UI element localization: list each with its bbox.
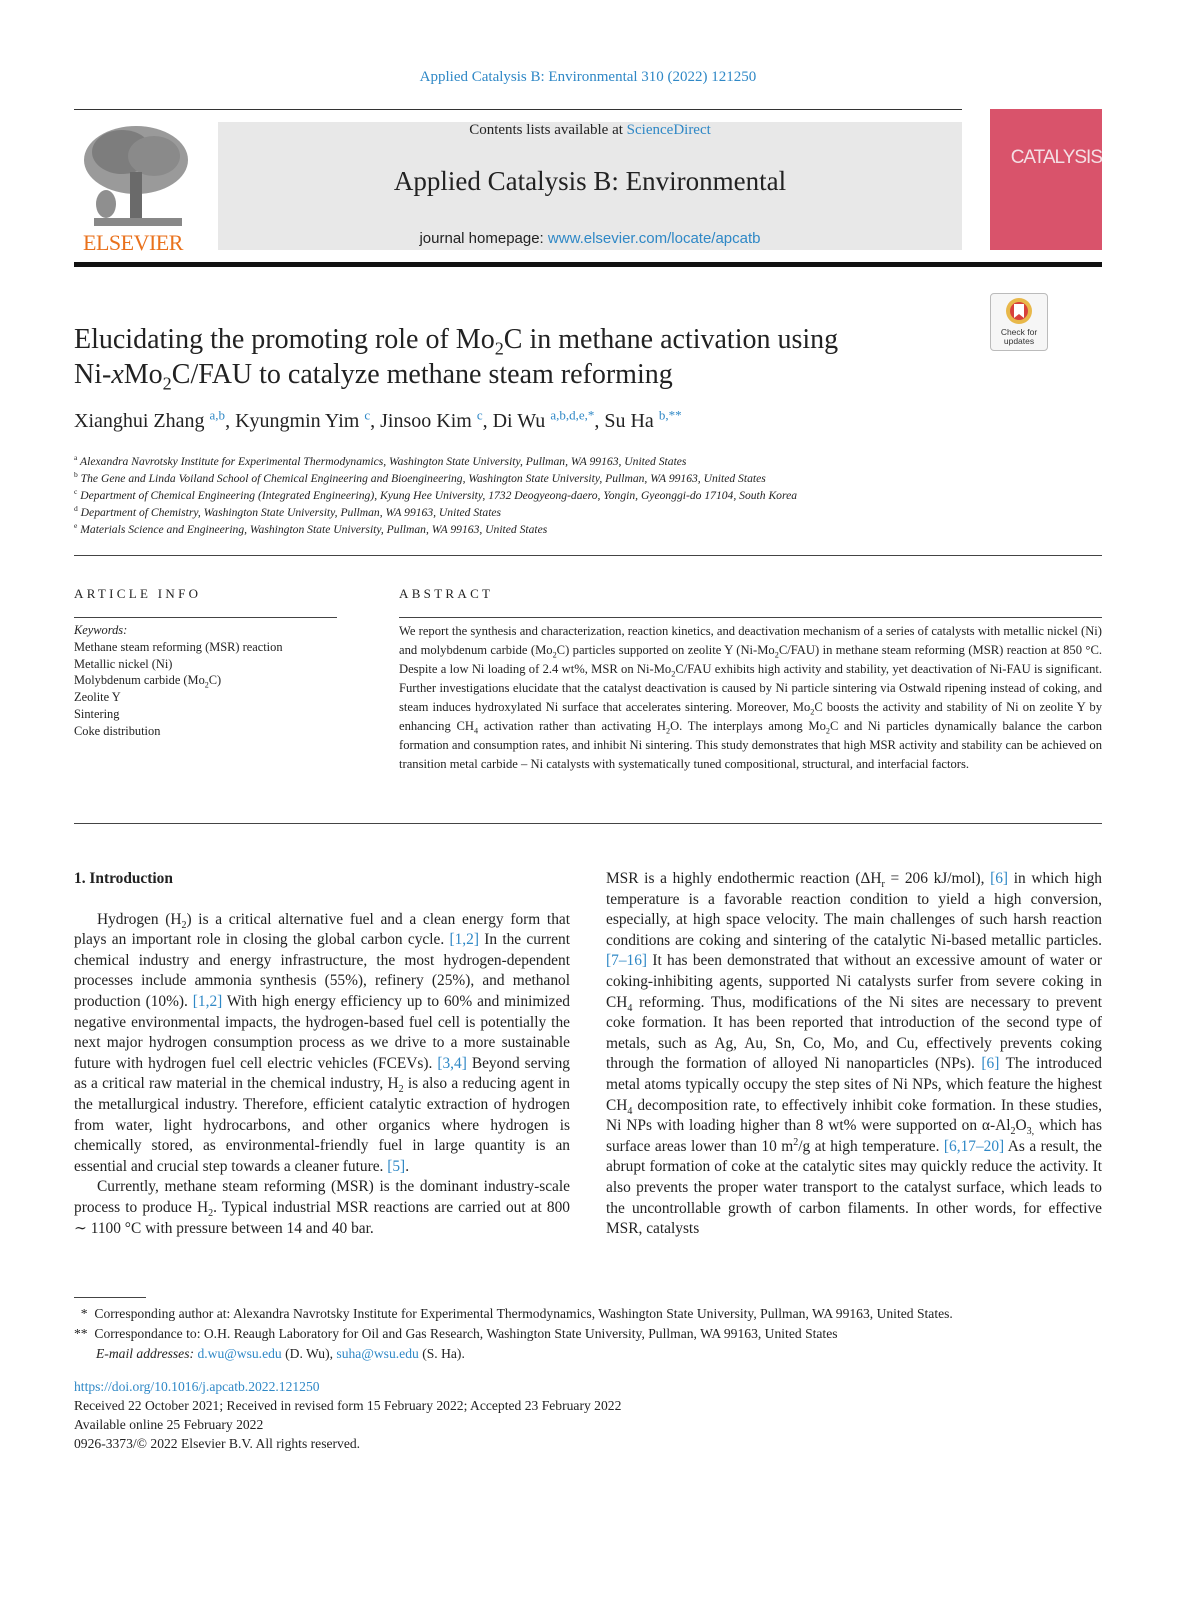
available-online: Available online 25 February 2022 <box>74 1417 264 1432</box>
keyword: Coke distribution <box>74 723 161 738</box>
affiliation: $^b$ The Gene and Linda Voiland School of Chemical Engineering and Bioengineering, Washington State University, Pullman, WA 99163, United States <box>74 470 766 485</box>
citation-link[interactable]: [6,17–20] <box>943 1137 1005 1155</box>
elsevier-logo <box>74 122 192 254</box>
copyright: 0926-3373/© 2022 Elsevier B.V. All rights reserved. <box>74 1436 361 1451</box>
journal-title: Applied Catalysis B: Environmental <box>393 166 787 196</box>
email-link[interactable]: d.wu@wsu.edu <box>197 1346 282 1361</box>
body-right-column <box>606 869 1102 1240</box>
homepage-line: journal homepage: www.elsevier.com/locate/apcatb <box>419 230 761 247</box>
keyword: Sintering <box>74 706 120 721</box>
received-dates: Received 22 October 2021; Received in revised form 15 February 2022; Accepted 23 February 2022 <box>74 1398 622 1413</box>
publisher-name: ELSEVIER <box>83 230 183 255</box>
sciencedirect-link[interactable]: ScienceDirect <box>626 122 711 138</box>
corresponding-author-note: * Corresponding author at: Alexandra Navrotsky Institute for Experimental Thermodynamics, Washington State University, Pullman, WA 99163, United States. <box>80 1306 953 1321</box>
publication-info <box>74 1377 874 1453</box>
author[interactable]: Kyungmin Yim $^c$ <box>235 407 371 432</box>
affiliation: $^d$ Department of Chemistry, Washington State University, Pullman, WA 99163, United States <box>74 504 502 519</box>
abstract-text: We report the synthesis and characterization, reaction kinetics, and deactivation mechanism of a series of catalysts with metallic nickel (Ni) and molybdenum carbide $(Mo_2C)$ particles supported on zeolite Y $(Ni-Mo_2C/FAU)$ in methane steam reforming (MSR) reaction at 850 °C. Despite a low Ni loading of 2.4 wt%, MSR on $Ni-Mo_2C$/FAU exhibits high activity and stability, yet deactivation of Ni-FAU is significant. Further investigations elucidate that the catalyst deactivation is caused by Ni particle sintering via Ostwald ripening instead of coking, and steam induces hydroxylated Ni surface that accelerates sintering. Moreover, $Mo_2C$ boosts the activity and stability of Ni on zeolite Y by enhancing $CH_4$ activation rather than activating $H_2O$. The interplays among $Mo_2C$ and Ni particles dynamically balance the carbon formation and consumption rates, and inhibit Ni sintering. This study demonstrates that high MSR activity and stability can be achieved on transition metal carbide – Ni catalysts with systematically tuned compositional, structural, and interfacial factors. <box>399 624 1103 771</box>
check-for-updates-badge[interactable]: Check for updates <box>990 293 1048 351</box>
keyword: Methane steam reforming (MSR) reaction <box>74 639 283 654</box>
article-title: Elucidating the promoting role of $Mo_2C$ in methane activation using Ni-xMo$_2$C/FAU to catalyze methane steam reforming <box>74 324 839 394</box>
paragraph: MSR is a highly endothermic reaction ($\Delta H_r = 206$ kJ/mol), [6] in which high temperature is a favorable reaction condition to yield a high conversion, especially, at high space velocity. The main challenges of such harsh reaction conditions are coking and sintering of the catalytic Ni-based metallic particles. [7–16] It has been demonstrated that without an excessive amount of water or coking-inhibiting agents, supported Ni catalysts surfer from severe coking in $CH_4$ reforming. Thus, modifications of the Ni sites are necessary to prevent coke formation. It has been reported that introduction of the second type of metals, such as Ag, Au, Sn, Co, Mo, and Cu, effectively prevents coking through the formation of alloyed Ni nanoparticles (NPs). [6] The introduced metal atoms typically occupy the step sites of Ni NPs, which feature the highest $CH_4$ decomposition rate, to effectively inhibit coke formation. In these studies, Ni NPs with loading higher than 8 wt% were supported on $\alpha-Al_2O_{3,}$ which has surface areas lower than 10 $m^2/g$ at high temperature. [6,17–20] As a result, the abrupt formation of coke at the catalytic sites may quickly reduce the activity. It also prevents the proper water transport to the catalyst surface, which leads to the uncontrollable growth of carbon filaments. In other words, for effective MSR, catalysts <box>606 870 1103 1238</box>
citation-link[interactable]: [6] <box>990 870 1009 887</box>
keyword: Metallic nickel (Ni) <box>74 656 173 671</box>
citation-link[interactable]: [1,2] <box>192 992 223 1010</box>
keywords-block <box>74 622 344 740</box>
footnotes <box>74 1304 1114 1364</box>
citation-link[interactable]: [6] <box>981 1055 1000 1073</box>
article-info-heading: ARTICLE INFO <box>74 586 202 601</box>
author-list: Xianghui Zhang $^{a,b}$, Kyungmin Yim $^c$, Jinsoo Kim $^c$, Di Wu $^{a,b,d,e,*}$, Su Ha $^{b,**}$ <box>74 407 682 432</box>
author[interactable]: Su Ha $^{b,**}$ <box>604 407 682 432</box>
citation-link[interactable]: [5] <box>387 1157 406 1175</box>
body-left-column <box>74 869 570 1239</box>
keyword: Zeolite Y <box>74 690 121 705</box>
paragraph: Currently, methane steam reforming (MSR) is the dominant industry-scale process to produce $H_2$. Typical industrial MSR reactions are carried out at 800 ∼ 1100 °C with pressure between 14 and 40 bar. <box>74 1178 570 1237</box>
bookmark-icon <box>991 294 1047 328</box>
author[interactable]: Di Wu $^{a,b,d,e,*}$ <box>492 407 595 432</box>
header-top-rule <box>74 109 962 110</box>
citation-link[interactable]: [1,2] <box>449 931 479 949</box>
citation-link[interactable]: [7–16] <box>606 952 648 970</box>
email-link[interactable]: suha@wsu.edu <box>336 1346 419 1361</box>
journal-reference[interactable]: Applied Catalysis B: Environmental 310 (2022) 121250 <box>419 69 757 85</box>
abstract-rule <box>399 617 1102 618</box>
abstract-bottom-rule <box>74 823 1102 824</box>
header-thick-rule <box>74 262 1102 267</box>
cover-text: CATALYSIS <box>1010 147 1102 168</box>
section-heading-introduction: 1. Introduction <box>74 870 173 887</box>
affiliation-rule <box>74 555 1102 556</box>
email-addresses: E-mail addresses: d.wu@wsu.edu (D. Wu), suha@wsu.edu (S. Ha). <box>96 1346 465 1361</box>
author[interactable]: Jinsoo Kim $^c$ <box>380 407 483 432</box>
footnote-rule <box>74 1297 146 1298</box>
contents-line: Contents lists available at ScienceDirect <box>469 122 711 138</box>
abstract-heading: ABSTRACT <box>399 586 494 601</box>
journal-cover[interactable] <box>990 109 1102 250</box>
author[interactable]: Xianghui Zhang $^{a,b}$ <box>74 407 226 432</box>
keyword: Molybdenum carbide $(Mo_2C)$ <box>74 673 222 690</box>
correspondence-note: ** Correspondance to: O.H. Reaugh Laboratory for Oil and Gas Research, Washington State University, Pullman, WA 99163, United States <box>74 1326 838 1341</box>
paragraph: Hydrogen $(H_2)$ is a critical alternative fuel and a clean energy form that plays an important role in closing the global carbon cycle. [1,2] In the current chemical industry and energy infrastructure, the most hydrogen-dependent processes include ammonia synthesis (55%), refinery (25%), and methanol production (10%). [1,2] With high energy efficiency up to 60% and minimized negative environmental impacts, the hydrogen-based fuel cell is potentially the next major hydrogen consumption process as we drive to a more sustainable future with hydrogen fuel cell electric vehicles (FCEVs). [3,4] Beyond serving as a critical raw material in the chemical industry, $H_2$ is also a reducing agent in the metallurgical industry. Therefore, efficient catalytic extraction of hydrogen from water, light hydrocarbons, and other organics where hydrogen is chemically stored, as environmental-friendly fuel in large quantity is an essential and crucial step towards a cleaner future. [5]. <box>74 910 571 1175</box>
homepage-link[interactable]: www.elsevier.com/locate/apcatb <box>547 230 761 247</box>
affiliation: $^c$ Department of Chemical Engineering (Integrated Engineering), Kyung Hee University, 1732 Deogyeong-daero, Yongin, Gyeonggi-do 17104, South Korea <box>74 487 798 502</box>
keywords-label: Keywords: <box>74 623 128 637</box>
doi-link[interactable]: https://doi.org/10.1016/j.apcatb.2022.121250 <box>74 1379 320 1394</box>
affiliation: $^a$ Alexandra Navrotsky Institute for Experimental Thermodynamics, Washington State University, Pullman, WA 99163, United States <box>74 453 687 468</box>
affiliation-list <box>74 453 1104 538</box>
article-info-rule <box>74 617 337 618</box>
citation-link[interactable]: [3,4] <box>437 1054 467 1072</box>
affiliation: $^e$ Materials Science and Engineering, Washington State University, Pullman, WA 99163, United States <box>74 521 548 536</box>
elsevier-tree-icon <box>74 122 192 232</box>
journal-banner <box>218 122 962 250</box>
